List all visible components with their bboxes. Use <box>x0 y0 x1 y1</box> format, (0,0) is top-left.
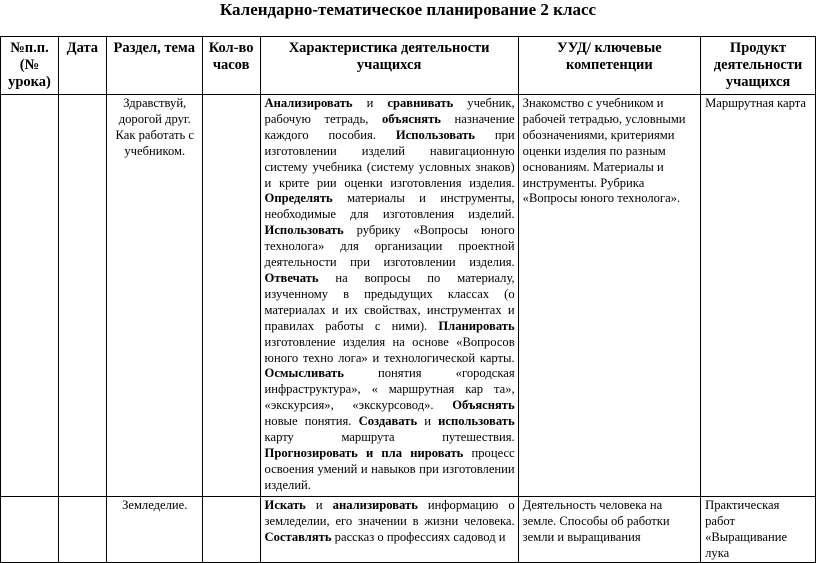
header-activity: Характеристика деятельности учащихся <box>260 37 518 95</box>
table-row <box>1 95 816 497</box>
header-hours: Кол-во часов <box>202 37 260 95</box>
activity-verb: использовать <box>438 414 515 429</box>
header-date: Дата <box>58 37 106 95</box>
cell-hours <box>202 497 260 563</box>
activity-verb: Составлять <box>264 529 332 544</box>
activity-text: карту маршрута путешествия. <box>264 430 515 445</box>
activity-verb: Прогнозировать и пла нировать <box>264 445 464 460</box>
activity-text: при изготовлении изделий навигационную систему учебника (систему условных знаков) и крите рии оценки изготовления изделия. <box>264 127 515 190</box>
activity-verb: сравнивать <box>387 96 454 110</box>
activity-verb: Анализировать <box>264 96 353 110</box>
activity-verb: Определять <box>264 191 333 206</box>
cell-topic: Земледелие. <box>106 497 202 563</box>
activity-text: материалы и инструменты, необходимые для изготовления изделий. <box>264 191 515 222</box>
activity-verb: объяснять <box>381 111 441 126</box>
activity-verb: Использовать <box>264 223 344 238</box>
header-section-topic: Раздел, тема <box>106 37 202 95</box>
cell-date <box>58 95 106 497</box>
activity-verb: Отвечать <box>264 270 319 285</box>
activity-verb: Планировать <box>438 318 515 333</box>
activity-text: на вопросы по материалу, изученному в предыдущих классах (о материалах и их свойствах, инструментах и правилах работы с ними). <box>264 270 515 333</box>
activity-text: и <box>305 498 333 512</box>
cell-hours <box>202 95 260 497</box>
activity-text: рассказ о профессиях садовод и <box>331 529 506 544</box>
page-title: Календарно-тематическое планирование 2 класс <box>219 0 597 19</box>
cell-product: Маршрутная карта <box>701 95 816 497</box>
activity-verb: Объяснять <box>452 398 515 413</box>
cell-date <box>58 497 106 563</box>
activity-text: рубрику «Вопросы юного технолога» для организации проектной деятельности при изготовлении изделия. <box>264 223 515 270</box>
table-row <box>1 497 816 563</box>
activity-text: и <box>352 96 388 110</box>
cell-number <box>1 497 59 563</box>
activity-text: изготовление изделия на основе «Вопросов юного техно лога» и технологической карты. <box>264 334 515 365</box>
activity-verb: Искать <box>264 498 306 512</box>
activity-text: понятия «городская инфраструктура», « маршрутная кар та», «экскурсия», «экскурсовод». <box>264 366 515 413</box>
activity-text: учебник, рабочую тетрадь, <box>264 96 515 126</box>
activity-text: и <box>417 414 439 429</box>
cell-product: Практическая работ «Выращивание лука <box>701 497 816 563</box>
header-uud: УУД/ ключевые компетенции <box>518 37 700 95</box>
activity-verb: Использовать <box>395 127 475 142</box>
cell-topic: Здравствуй, дорогой друг. Как работать с учебником. <box>106 95 202 497</box>
cell-uud: Деятельность человека на земле. Способы об работки земли и выращивания <box>518 497 700 563</box>
activity-verb: Осмысливать <box>264 366 344 381</box>
cell-number <box>1 95 59 497</box>
header-lesson-number: №п.п. (№ урока) <box>1 37 59 95</box>
cell-uud: Знакомство с учебником и рабочей тетрадью, условными обозначениями, критериями оценки изделия по разным основаниям. Материалы и инструменты. Рубрика «Вопросы юного технолога». <box>518 95 700 497</box>
header-product: Продукт деятельности учащихся <box>701 37 816 95</box>
planning-table <box>0 36 816 563</box>
cell-activity <box>260 497 518 563</box>
activity-verb: анализировать <box>332 498 418 512</box>
activity-text: процесс освоения умений и навыков при изготовлении изделий. <box>264 445 515 492</box>
activity-text: информацию о земледелии, его значении в жизни человека. <box>264 498 515 528</box>
activity-verb: Создавать <box>358 414 418 429</box>
cell-activity <box>260 95 518 497</box>
activity-text: назначение каждого пособия. <box>264 111 515 142</box>
activity-text: новые понятия. <box>264 414 359 429</box>
header-row <box>1 37 816 95</box>
